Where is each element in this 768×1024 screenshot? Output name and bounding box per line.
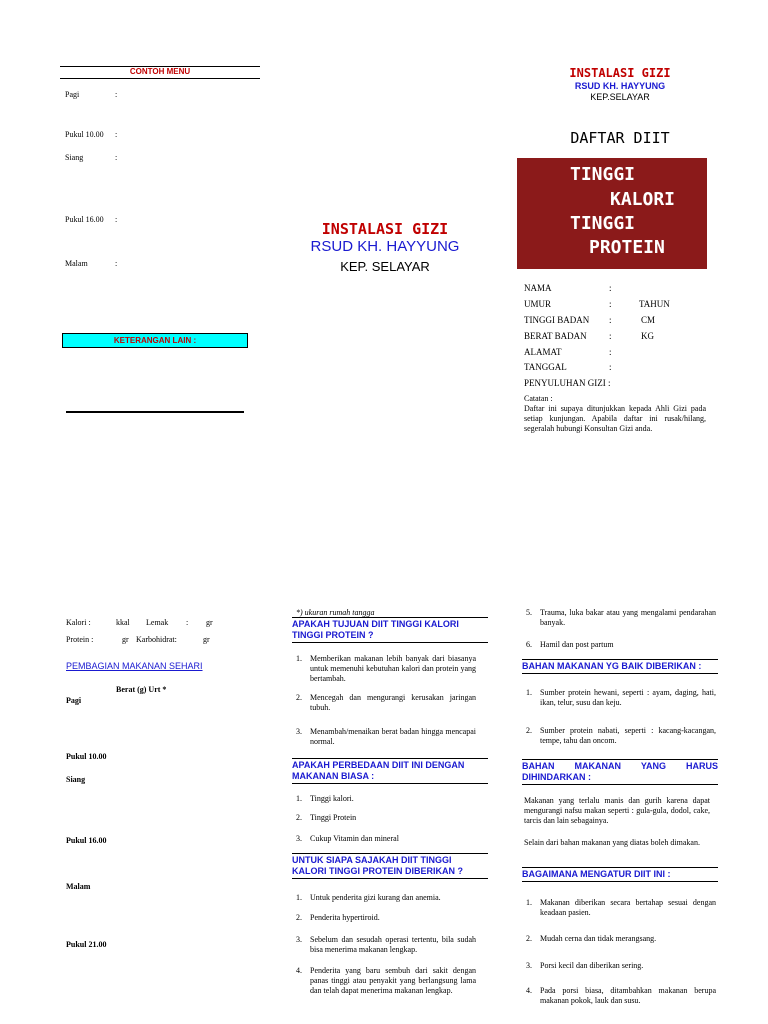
form-label: TINGGI BADAN — [524, 315, 590, 325]
banner-line-1: TINGGI — [570, 164, 636, 185]
form-label: NAMA — [524, 283, 552, 293]
form-label: PENYULUHAN GIZI : — [524, 378, 611, 388]
menu-row-label: Pagi — [65, 90, 80, 99]
menu-row-colon: : — [115, 130, 118, 139]
plan-row-pukul-10: Pukul 10.00 — [66, 752, 107, 761]
lemak-colon: : — [186, 618, 189, 627]
catatan-title: Catatan : — [524, 394, 553, 403]
form-sep: : — [609, 283, 612, 293]
plan-row-siang: Siang — [66, 775, 86, 784]
berat-header: Berat (g) Urt * — [116, 685, 167, 694]
note-box: KETERANGAN LAIN : — [62, 333, 248, 348]
q2-heading: APAKAH PERBEDAAN DIIT INI DENGAN MAKANAN BIASA : — [292, 758, 488, 784]
menu-row-siang — [65, 153, 118, 162]
cover-hospital: RSUD KH. HAYYUNG — [574, 81, 666, 91]
diet-banner — [517, 158, 707, 269]
pembagian-heading: PEMBAGIAN MAKANAN SEHARI — [66, 661, 203, 671]
signature-line — [66, 411, 244, 413]
protein-label: Protein : — [66, 635, 94, 644]
form-sep: : — [609, 362, 612, 372]
catatan-text: Daftar ini supaya ditunjukkan kepada Ahli Gizi pada setiap kunjungan. Apabila daftar ini rusak/hilang, segeralah hubungi Konsultan Gizi anda. — [524, 404, 706, 433]
lemak-label: Lemak — [146, 618, 169, 627]
menu-row-pagi — [65, 90, 118, 99]
q5-paragraph-2: Selain dari bahan makanan yang diatas boleh dimakan. — [524, 838, 700, 847]
banner-line-3: TINGGI — [570, 213, 636, 234]
q5-paragraph-1: Makanan yang terlalu manis dan gurih karena dapat mengurangi nafsu makan seperti : gula-gula, dodol, cake, tarcis dan lain sebagainya. — [524, 796, 710, 825]
form-unit: TAHUN — [639, 299, 670, 309]
form-label: UMUR — [524, 299, 552, 309]
menu-row-malam — [65, 259, 118, 268]
menu-row-colon: : — [115, 215, 118, 224]
plan-row-malam: Malam — [66, 882, 91, 891]
form-label: TANGGAL — [524, 362, 567, 372]
banner-line-2: KALORI — [610, 189, 676, 210]
menu-row-colon: : — [115, 259, 118, 268]
center-title: INSTALASI GIZI — [321, 220, 449, 238]
menu-row-pukul-10 — [65, 130, 118, 139]
plan-row-pukul-21: Pukul 21.00 — [66, 940, 107, 949]
karbohidrat-unit: gr — [203, 635, 210, 644]
menu-row-colon: : — [115, 153, 118, 162]
q5-heading: BAHAN MAKANAN YANG HARUS DIHINDARKAN : — [522, 759, 718, 785]
menu-row-label: Pukul 10.00 — [65, 130, 104, 139]
menu-bottom-rule — [60, 78, 260, 79]
lemak-unit: gr — [206, 618, 213, 627]
q3-heading: UNTUK SIAPA SAJAKAH DIIT TINGGI KALORI TINGGI PROTEIN DIBERIKAN ? — [292, 853, 488, 879]
form-unit: KG — [641, 331, 654, 341]
form-sep: : — [609, 299, 612, 309]
karbohidrat-label: Karbohidrat: — [136, 635, 177, 644]
protein-unit: gr — [122, 635, 129, 644]
daftar-diit: DAFTAR DIIT — [570, 129, 670, 147]
kalori-label: Kalori : — [66, 618, 91, 627]
q6-heading: BAGAIMANA MENGATUR DIIT INI : — [522, 867, 718, 882]
footnote: *) ukuran rumah tangga — [296, 608, 375, 617]
cover-title: INSTALASI GIZI — [569, 66, 671, 80]
form-sep: : — [609, 331, 612, 341]
center-hospital: RSUD KH. HAYYUNG — [310, 238, 460, 255]
plan-row-pukul-16: Pukul 16.00 — [66, 836, 107, 845]
banner-line-4: PROTEIN — [589, 237, 665, 258]
q1-heading: APAKAH TUJUAN DIIT TINGGI KALORI TINGGI PROTEIN ? — [292, 617, 488, 643]
center-city: KEP. SELAYAR — [340, 259, 430, 274]
form-sep: : — [609, 347, 612, 357]
form-unit: CM — [641, 315, 656, 325]
cover-city: KEP.SELAYAR — [590, 92, 650, 102]
plan-row-pagi: Pagi — [66, 696, 82, 705]
menu-row-colon: : — [115, 90, 118, 99]
form-label: BERAT BADAN — [524, 331, 587, 341]
kalori-unit: kkal — [116, 618, 130, 627]
menu-row-label: Siang — [65, 153, 84, 162]
form-sep: : — [609, 315, 612, 325]
menu-row-pukul-16 — [65, 215, 118, 224]
q4-heading: BAHAN MAKANAN YG BAIK DIBERIKAN : — [522, 659, 718, 674]
menu-title: CONTOH MENU — [129, 67, 191, 76]
form-label: ALAMAT — [524, 347, 562, 357]
menu-row-label: Pukul 16.00 — [65, 215, 104, 224]
menu-row-label: Malam — [65, 259, 88, 268]
